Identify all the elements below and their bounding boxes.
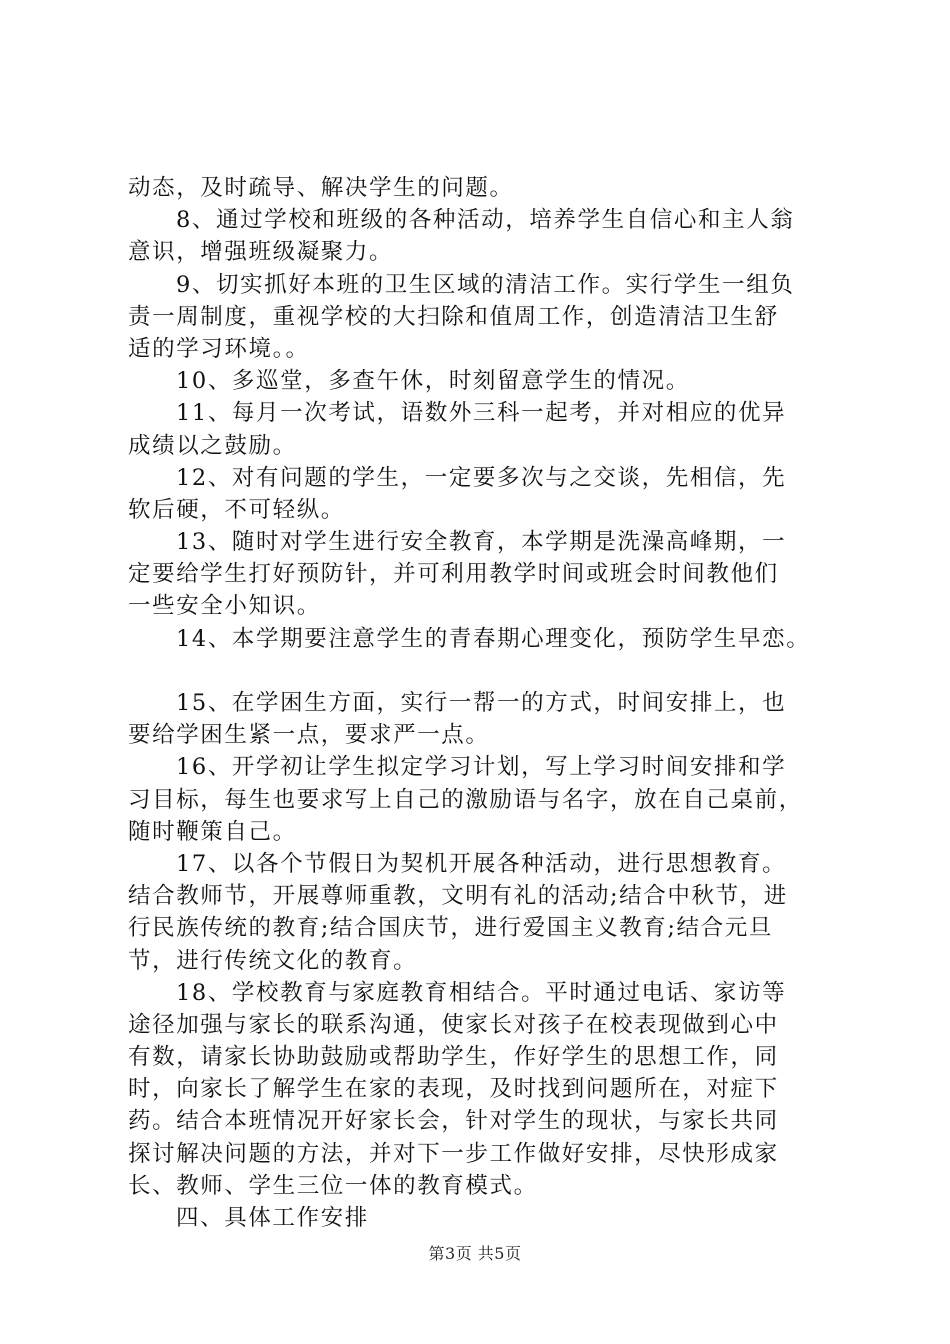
text-line: 14、本学期要注意学生的青春期心理变化，预防学生早恋。 xyxy=(176,625,811,652)
text-line: 有数，请家长协助鼓励或帮助学生，作好学生的思想工作，同 xyxy=(128,1044,779,1071)
text-line: 药。结合本班情况开好家长会，针对学生的现状，与家长共同 xyxy=(128,1108,779,1135)
page-number-footer: 第3页 共5页 xyxy=(428,1244,522,1263)
document-body xyxy=(128,172,848,1234)
text-line: 11、每月一次考试，语数外三科一起考，并对相应的优异 xyxy=(176,400,787,427)
text-line: 随时鞭策自己。 xyxy=(128,818,297,845)
text-line: 适的学习环境。。 xyxy=(128,335,310,362)
text-line: 一些安全小知识。 xyxy=(128,593,321,620)
text-line: 途径加强与家长的联系沟通，使家长对孩子在校表现做到心中 xyxy=(128,1011,779,1038)
text-line: 动态，及时疏导、解决学生的问题。 xyxy=(128,175,514,201)
text-line: 要给学困生紧一点，要求严一点。 xyxy=(128,722,490,749)
text-line: 行民族传统的教育;结合国庆节，进行爱国主义教育;结合元旦 xyxy=(128,915,773,942)
text-line: 长、教师、学生三位一体的教育模式。 xyxy=(128,1172,538,1199)
text-line: 8、通过学校和班级的各种活动，培养学生自信心和主人翁 xyxy=(176,207,795,234)
text-line: 17、以各个节假日为契机开展各种活动，进行思想教育。 xyxy=(176,850,787,877)
text-line: 探讨解决问题的方法，并对下一步工作做好安排，尽快形成家 xyxy=(128,1140,779,1167)
text-line: 意识，增强班级凝聚力。 xyxy=(128,239,394,266)
text-line: 节，进行传统文化的教育。 xyxy=(128,947,418,974)
blank-line xyxy=(128,655,848,687)
text-line: 12、对有问题的学生，一定要多次与之交谈，先相信，先 xyxy=(176,464,787,491)
text-line: 13、随时对学生进行安全教育，本学期是洗澡高峰期，一 xyxy=(176,529,787,556)
text-line: 成绩以之鼓励。 xyxy=(128,432,297,459)
text-line: 习目标，每生也要求写上自己的激励语与名字，放在自己桌前， xyxy=(128,786,803,813)
text-line: 软后硬，不可轻纵。 xyxy=(128,496,345,523)
text-line: 15、在学困生方面，实行一帮一的方式，时间安排上，也 xyxy=(176,690,787,716)
text-line: 9、切实抓好本班的卫生区域的清洁工作。实行学生一组负 xyxy=(176,271,795,298)
text-line: 10、多巡堂，多查午休，时刻留意学生的情况。 xyxy=(176,368,690,395)
text-line: 责一周制度，重视学校的大扫除和值周工作，创造清洁卫生舒 xyxy=(128,303,779,330)
text-line: 16、开学初让学生拟定学习计划，写上学习时间安排和学 xyxy=(176,754,787,781)
text-line: 四、具体工作安排 xyxy=(176,1205,369,1231)
text-line: 18、学校教育与家庭教育相结合。平时通过电话、家访等 xyxy=(176,979,787,1006)
text-line: 结合教师节，开展尊师重教，文明有礼的活动;结合中秋节，进 xyxy=(128,883,788,910)
text-line: 定要给学生打好预防针，并可利用教学时间或班会时间教他们 xyxy=(128,561,779,588)
text-line: 时，向家长了解学生在家的表现，及时找到问题所在，对症下 xyxy=(128,1076,779,1103)
